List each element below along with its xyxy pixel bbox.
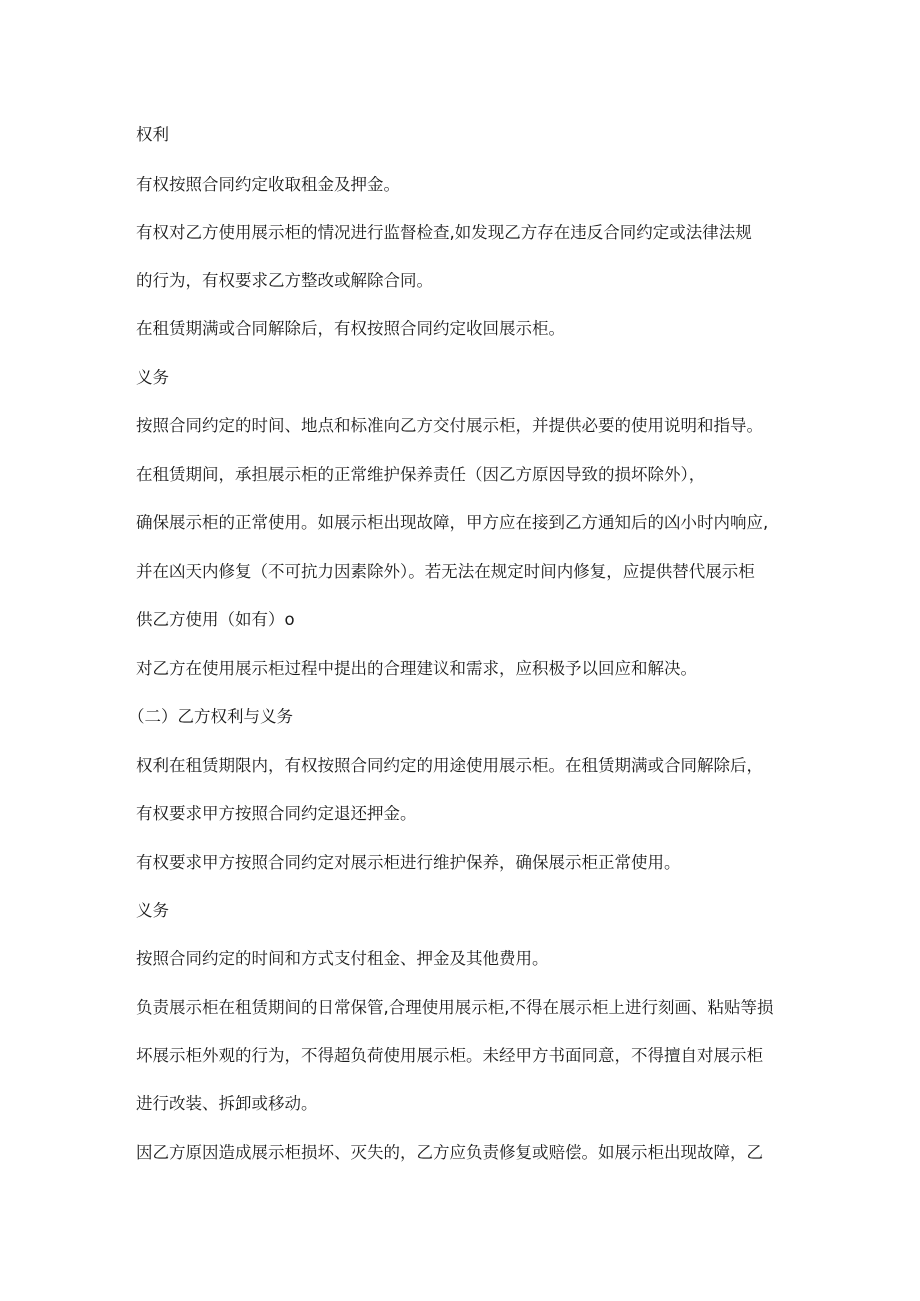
paragraph-line: 因乙方原因造成展示柜损坏、灭失的，乙方应负责修复或赔偿。如展示柜出现故障，乙 — [136, 1143, 763, 1162]
section-heading: （二）乙方权利与义务 — [128, 707, 293, 726]
paragraph-line: 坏展示柜外观的行为，不得超负荷使用展示柜。未经甲方书面同意，不得擅自对展示柜 — [136, 1046, 763, 1065]
heading-obligations: 义务 — [136, 368, 169, 387]
paragraph-line: 按照合同约定的时间和方式支付租金、押金及其他费用。 — [136, 949, 549, 968]
paragraph-line: 供乙方使用（如有）o — [136, 610, 295, 629]
paragraph-line: 的行为，有权要求乙方整改或解除合同。 — [136, 271, 433, 290]
paragraph-line: 按照合同约定的时间、地点和标准向乙方交付展示柜，并提供必要的使用说明和指导。 — [136, 416, 763, 435]
paragraph-line: 有权对乙方使用展示柜的情况进行监督检查,如发现乙方存在违反合同约定或法律法规 — [136, 223, 752, 242]
paragraph-line: 在租赁期间，承担展示柜的正常维护保养责任（因乙方原因导致的损坏除外）， — [136, 465, 706, 484]
paragraph-line: 负责展示柜在租赁期间的日常保管,合理使用展示柜,不得在展示柜上进行刻画、粘贴等损 — [136, 998, 774, 1017]
paragraph-line: 有权要求甲方按照合同约定退还押金。 — [136, 804, 417, 823]
paragraph-line: 在租赁期满或合同解除后，有权按照合同约定收回展示柜。 — [136, 319, 565, 338]
paragraph-line: 确保展示柜的正常使用。如展示柜出现故障，甲方应在接到乙方通知后的凶小时内响应, — [136, 513, 769, 532]
paragraph-line: 有权按照合同约定收取租金及押金。 — [136, 175, 400, 194]
heading-rights: 权利 — [136, 125, 169, 144]
paragraph-line: 权利在租赁期限内，有权按照合同约定的用途使用展示柜。在租赁期满或合同解除后， — [136, 756, 763, 775]
paragraph-line: 对乙方在使用展示柜过程中提出的合理建议和需求，应积极予以回应和解决。 — [136, 659, 697, 678]
heading-obligations: 义务 — [136, 901, 169, 920]
paragraph-line: 有权要求甲方按照合同约定对展示柜进行维护保养，确保展示柜正常使用。 — [136, 853, 681, 872]
paragraph-line: 进行改装、拆卸或移动。 — [136, 1094, 318, 1113]
paragraph-line: 并在凶天内修复（不可抗力因素除外）。若无法在规定时间内修复，应提供替代展示柜 — [136, 562, 755, 581]
